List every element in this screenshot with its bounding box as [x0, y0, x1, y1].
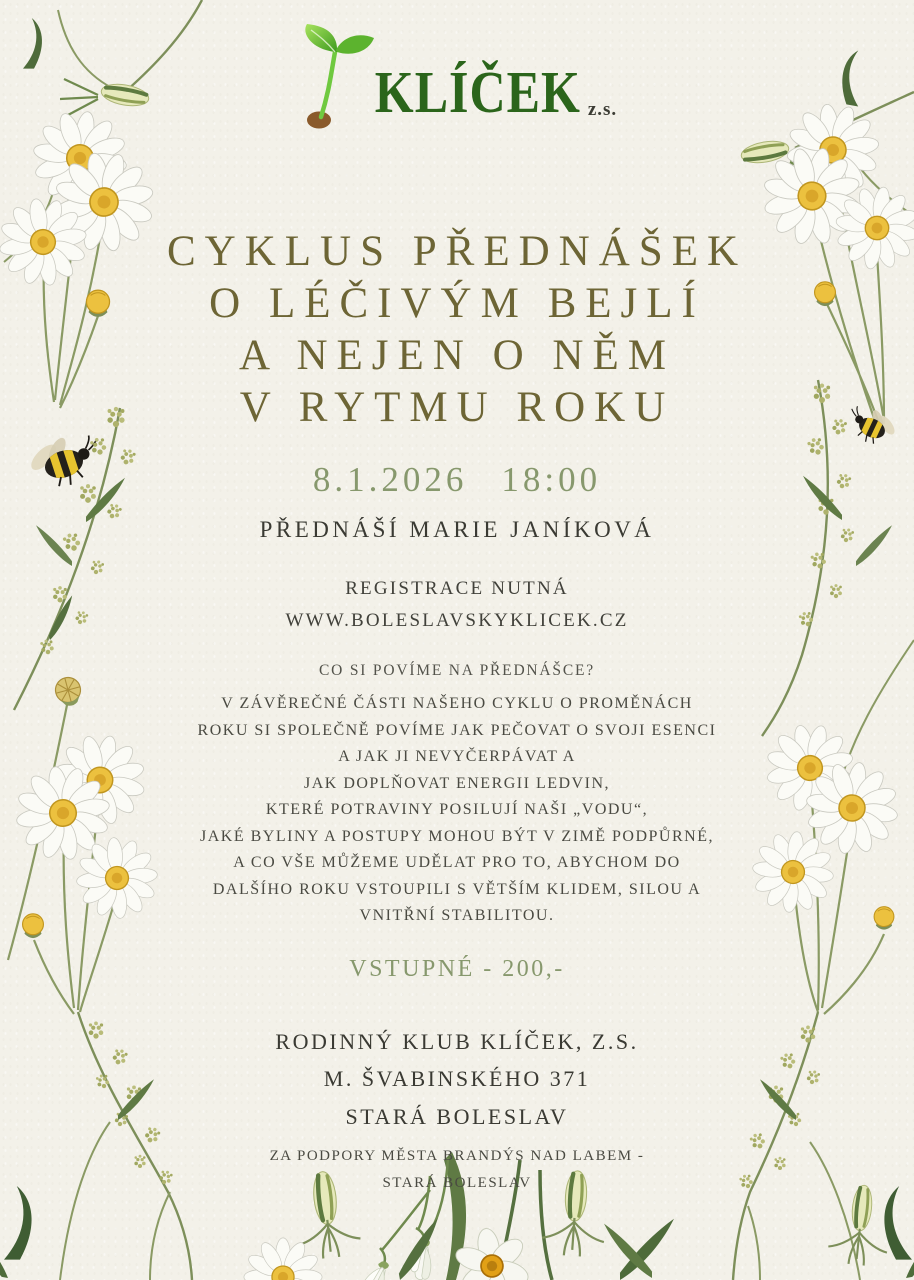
venue-street: M. ŠVABINSKÉHO 371: [323, 1066, 591, 1091]
event-datetime: [0, 460, 914, 500]
title-line: A NEJEN O NĚM: [239, 332, 675, 379]
registration-block: [0, 573, 914, 637]
venue-name: RODINNÝ KLUB KLÍČEK, Z.S.: [275, 1028, 639, 1054]
about-line: A JAK JI NEVYČERPÁVAT A: [338, 748, 576, 765]
about-line: ROKU SI SPOLEČNĚ POVÍME JAK PEČOVAT O SVOJI ESENCI: [197, 721, 717, 739]
title-line: CYKLUS PŘEDNÁŠEK: [166, 228, 748, 275]
about-line: VNITŘNÍ STABILITOU.: [359, 907, 555, 924]
title-line: O LÉČIVÝM BEJLÍ: [209, 280, 705, 327]
logo-suffix: z.s.: [587, 99, 618, 120]
venue-block: [0, 1023, 914, 1136]
registration-note: REGISTRACE NUTNÁ: [345, 578, 569, 599]
klicek-logo: [0, 0, 914, 126]
venue-city: STARÁ BOLESLAV: [345, 1103, 569, 1129]
leaf-curl-bottom-left: [0, 1186, 32, 1278]
registration-website: WWW.BOLESLAVSKYKLICEK.CZ: [285, 610, 629, 631]
page-title: [0, 226, 914, 434]
about-line: V ZÁVĚREČNÉ ČÁSTI NAŠEHO CYKLU O PROMĚNÁCH: [221, 695, 693, 712]
event-date: 8.1.2026: [312, 460, 468, 499]
support-line: ZA PODPORY MĚSTA BRANDÝS NAD LABEM -: [269, 1148, 645, 1164]
logo-wordmark: KLÍČEK: [374, 58, 581, 125]
about-line: DALŠÍHO ROKU VSTOUPILI S VĚTŠÍM KLIDEM, SILOU A: [212, 880, 702, 898]
speaker-line: PŘEDNÁŠÍ MARIE JANÍKOVÁ: [259, 517, 655, 542]
about-heading: CO SI POVÍME NA PŘEDNÁŠCE?: [319, 662, 595, 679]
about-line: JAKÉ BYLINY A POSTUPY MOHOU BÝT V ZIMĚ PODPŮRNÉ,: [200, 827, 714, 845]
about-paragraph: [0, 691, 914, 930]
support-line: STARÁ BOLESLAV: [382, 1175, 532, 1191]
about-line: A CO VŠE MŮŽEME UDĚLAT PRO TO, ABYCHOM DO: [233, 854, 681, 871]
event-time: 18:00: [501, 460, 602, 499]
about-line: JAK DOPLŇOVAT ENERGII LEDVIN,: [303, 774, 610, 792]
price-line: VSTUPNÉ - 200,-: [349, 955, 565, 982]
about-line: KTERÉ POTRAVINY POSILUJÍ NAŠI „VODU“,: [265, 801, 649, 818]
chamomile-daisy-icon: [244, 1238, 322, 1280]
title-line: V RYTMU ROKU: [239, 384, 675, 431]
snowdrop-icon: [356, 1248, 399, 1280]
support-block: [0, 1143, 914, 1197]
